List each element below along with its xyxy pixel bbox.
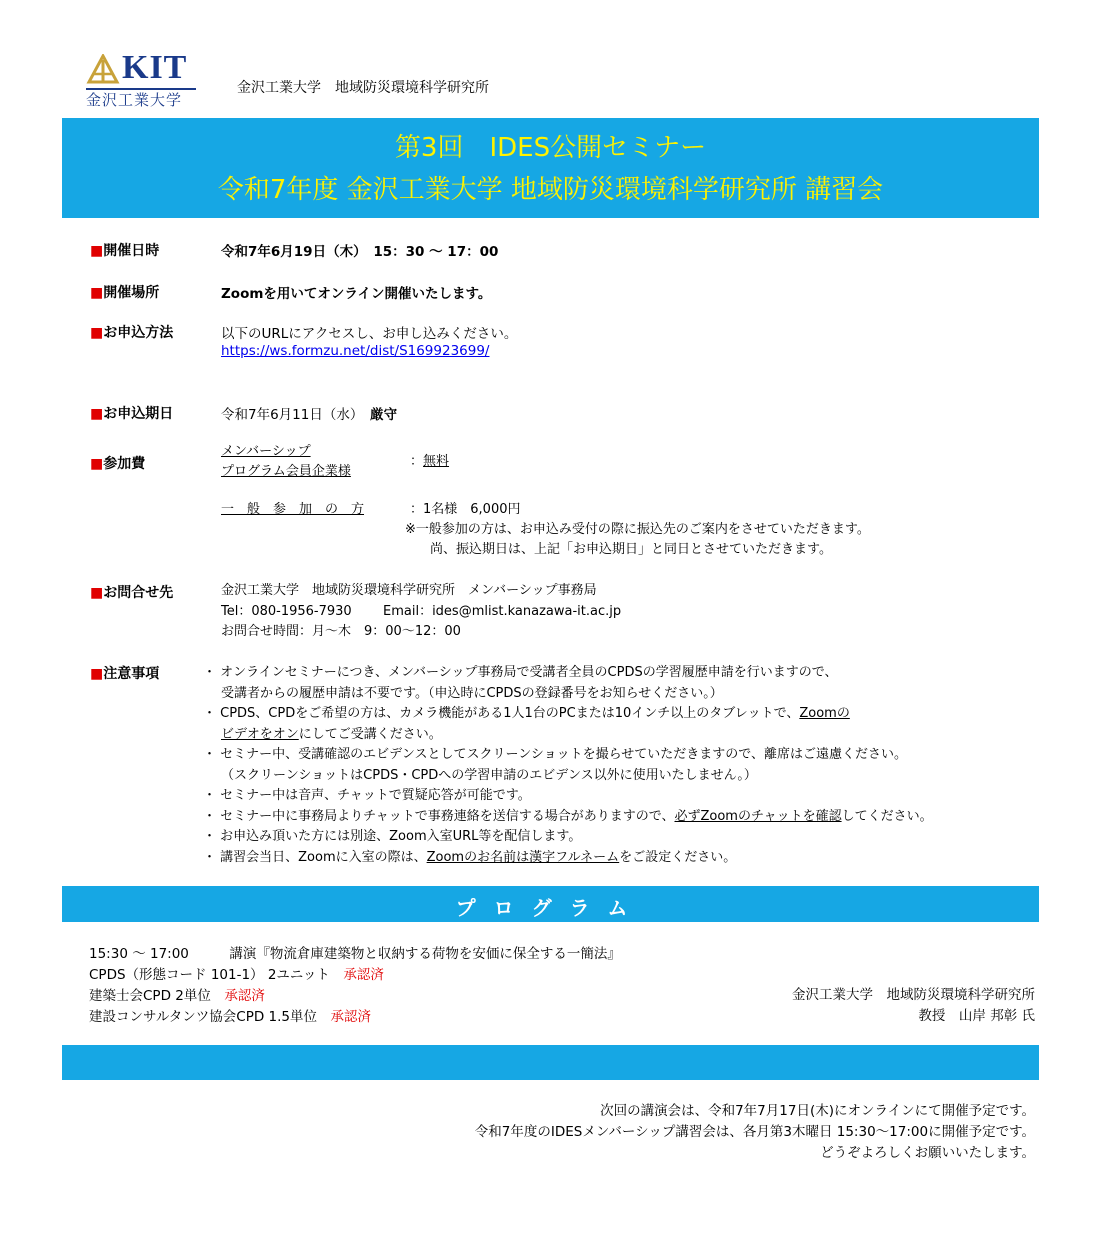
program-cpds: CPDS（形態コード 101-1） 2ユニット 承認済 (89, 967, 384, 983)
fee-note-2: 尚、振込期日は、上記「お申込期日」と同日とさせていただきます。 (430, 542, 832, 557)
note-item: ・ セミナー中、受講確認のエビデンスとしてスクリーンショットを撮らせていただきますので、離席はご遠慮ください。 (203, 747, 907, 762)
lecturer-org: 金沢工業大学 地域防災環境科学研究所 (792, 987, 1035, 1003)
header-institute: 金沢工業大学 地域防災環境科学研究所 (237, 80, 489, 96)
fee-member-value: ：無料 (410, 454, 450, 469)
banner-title-line2: 令和7年度 金沢工業大学 地域防災環境科学研究所 講習会 (217, 175, 884, 205)
venue-label: ■開催場所 (90, 285, 160, 301)
program-title: プログラム (455, 896, 646, 920)
fee-general-value: ：1名様 6,000円 (410, 502, 521, 517)
note-item: ・ CPDS、CPDをご希望の方は、カメラ機能がある1人1台のPCまたは10インチ以上のタブレットで、Zoomの (203, 706, 850, 721)
bottom-banner (62, 1045, 1039, 1080)
banner-title-line1: 第3回 IDES公開セミナー (394, 133, 707, 163)
fee-label: ■参加費 (90, 456, 146, 472)
fee-note-1: ※一般参加の方は、お申込み受付の際に振込先のご案内をさせていただきます。 (405, 522, 870, 537)
cpds-status: 承認済 (343, 967, 384, 983)
kit-emblem-icon (86, 54, 120, 86)
footer-notice (475, 1101, 1035, 1164)
deadline-value: 令和7年6月11日（水） 厳守 (221, 407, 398, 423)
lecturer-info (792, 985, 1035, 1027)
program-consult-cpd: 建設コンサルタンツ協会CPD 1.5単位 承認済 (89, 1009, 372, 1025)
date-label: ■開催日時 (90, 243, 160, 259)
contact-hours: お問合せ時間：月～木 9：00～12：00 (221, 624, 461, 639)
apply-label: ■お申込方法 (90, 325, 174, 341)
contact-email: Email：ides@mlist.kanazawa-it.ac.jp (383, 604, 622, 619)
apply-url-link[interactable]: https://ws.formzu.net/dist/S169923699/ (221, 343, 490, 359)
note-item: ビデオをオンにしてご受講ください。 (221, 726, 442, 742)
program-details (89, 944, 621, 1028)
program-banner (62, 886, 1039, 922)
date-value: 令和7年6月19日（木） 15：30 ～ 17：00 (221, 244, 499, 260)
notes-list (203, 663, 933, 868)
footer-line: 令和7年度のIDESメンバーシップ講習会は、各月第3木曜日 15:30～17:00に開催予定です。 (474, 1124, 1035, 1140)
kit-logo (82, 50, 202, 110)
footer-line: どうぞよろしくお願いいたします。 (820, 1145, 1035, 1161)
contact-label: ■お問合せ先 (90, 585, 174, 601)
footer-line: 次回の講演会は、令和7年7月17日(木)にオンラインにて開催予定です。 (600, 1103, 1035, 1119)
logo-wordmark: KIT (122, 49, 188, 86)
program-lecture-line: 15:30 ～ 17:00 講演『物流倉庫建築物と収納する荷物を安価に保全する一簡法』 (89, 946, 621, 962)
arch-status: 承認済 (224, 988, 265, 1004)
deadline-label: ■お申込期日 (90, 406, 174, 422)
program-arch-cpd: 建築士会CPD 2単位 承認済 (89, 988, 265, 1004)
note-item: ・ お申込み頂いた方には別途、Zoom入室URL等を配信します。 (203, 829, 582, 844)
contact-office: 金沢工業大学 地域防災環境科学研究所 メンバーシップ事務局 (221, 583, 597, 598)
apply-value: 以下のURLにアクセスし、お申し込みください。 (221, 326, 518, 342)
venue-value: Zoomを用いてオンライン開催いたします。 (221, 286, 492, 302)
note-item: ・ オンラインセミナーにつき、メンバーシップ事務局で受講者全員のCPDSの学習履歴申請を行いますので、 (203, 665, 838, 680)
consult-status: 承認済 (330, 1009, 372, 1025)
fee-member-label: メンバーシップ プログラム会員企業様 (221, 444, 351, 479)
lecturer-name: 教授 山岸 邦彰 氏 (918, 1008, 1035, 1024)
logo-university-name: 金沢工業大学 (86, 91, 183, 109)
note-item: （スクリーンショットはCPDS・CPDへの学習申請のエビデンス以外に使用いたしません。） (221, 767, 757, 783)
notes-label: ■注意事項 (90, 666, 160, 682)
deadline-strict: 厳守 (370, 407, 398, 423)
note-item: 受講者からの履歴申請は不要です。（申込時にCPDSの登録番号をお知らせください。） (221, 685, 723, 701)
note-item: ・ セミナー中は音声、チャットで質疑応答が可能です。 (203, 788, 531, 803)
title-banner (62, 118, 1039, 218)
note-item: ・ 講習会当日、Zoomに入室の際は、Zoomのお名前は漢字フルネームをご設定ください。 (203, 849, 737, 865)
contact-tel: Tel：080-1956-7930 (221, 604, 352, 619)
note-item: ・ セミナー中に事務局よりチャットで事務連絡を送信する場合がありますので、必ずZoomのチャットを確認してください。 (203, 808, 933, 824)
fee-general-label: 一 般 参 加 の 方 (221, 502, 365, 517)
